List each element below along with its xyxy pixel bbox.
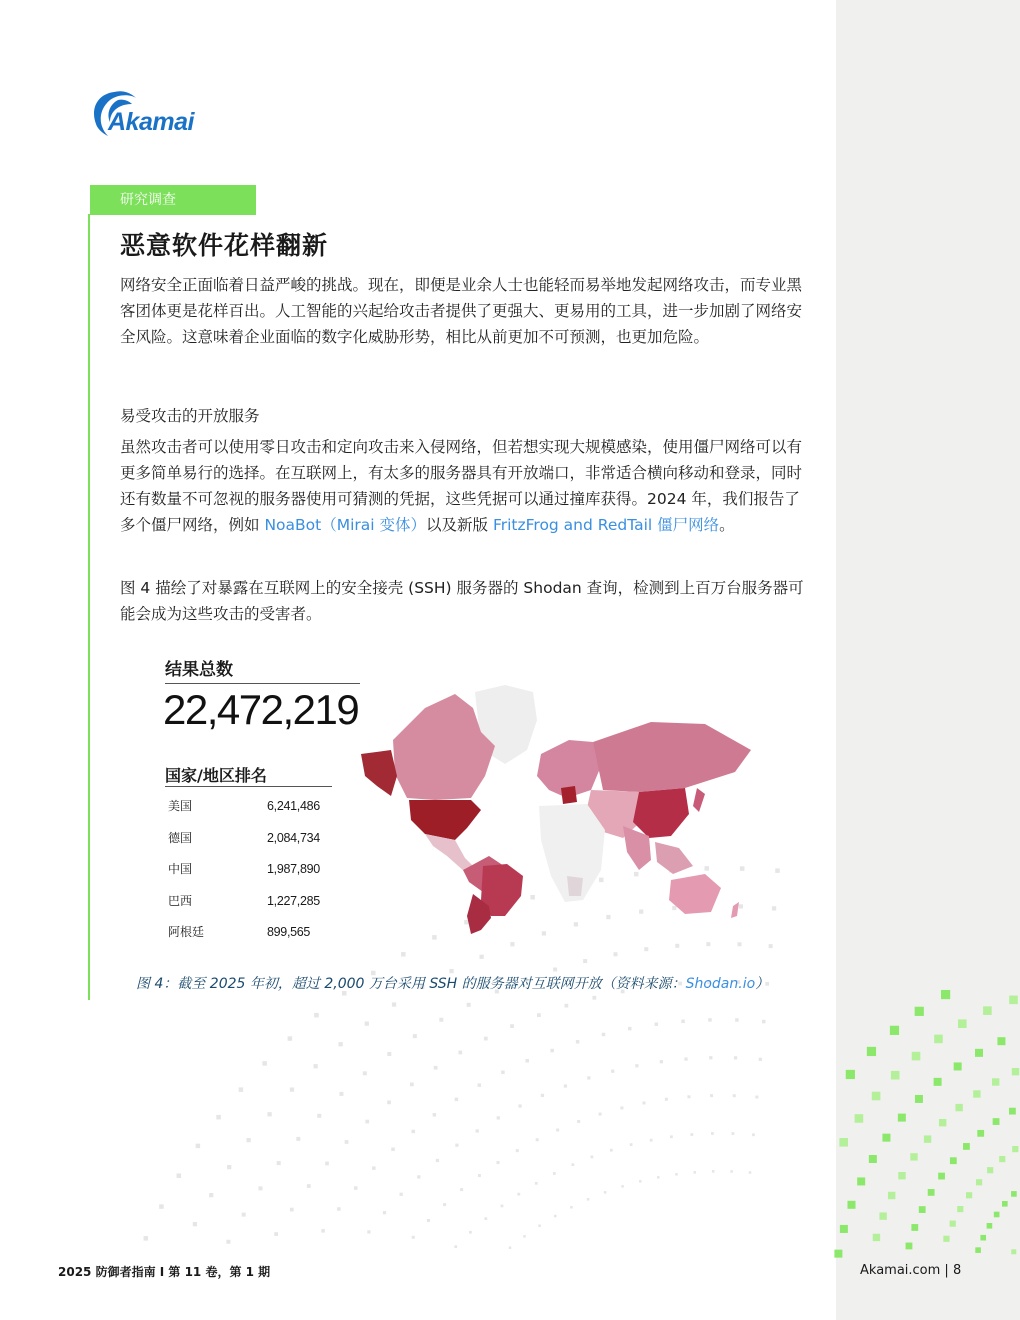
subheading: 易受攻击的开放服务 <box>120 407 260 425</box>
ranking-count: 6,241,486 <box>267 799 320 813</box>
world-map-icon <box>355 680 760 935</box>
body-paragraph <box>120 434 810 538</box>
page-title: 恶意软件花样翻新 <box>120 231 329 260</box>
ranking-title: 国家/地区排名 <box>165 766 267 785</box>
figure-intro-paragraph: 图 4 描绘了对暴露在互联网上的安全接壳 (SSH) 服务器的 Shodan 查询，检测到上百万台服务器可能会成为这些攻击的受害者。 <box>120 579 804 623</box>
total-results-value: 22,472,219 <box>163 686 359 733</box>
caption-text: 图 4：截至 2025 年初，超过 2,000 万台采用 SSH 的服务器对互联网开放（资料来源： <box>136 976 686 992</box>
divider <box>165 683 360 684</box>
logo-wordmark: Akamai <box>108 108 194 136</box>
total-results-label: 结果总数 <box>165 660 233 680</box>
ranking-row <box>168 918 348 950</box>
intro-paragraph: 网络安全正面临着日益严峻的挑战。现在，即便是业余人士也能轻而易举地发起网络攻击，而专业黑客团体更是花样百出。人工智能的兴起给攻击者提供了更强大、更易用的工具，进一步加剧了网络安全风险。这意味着企业面临的数字化威胁形势，相比从前更加不可预测，也更加危险。 <box>120 276 803 346</box>
ranking-country: 中国 <box>168 862 193 877</box>
footer-publication: 2025 防御者指南 I 第 11 卷，第 1 期 <box>58 1265 271 1279</box>
ranking-country: 美国 <box>168 799 193 813</box>
ranking-count: 1,227,285 <box>267 893 320 908</box>
divider <box>165 786 332 787</box>
footer-page-info: Akamai.com | 8 <box>860 1263 962 1278</box>
accent-vertical-bar <box>88 214 90 1000</box>
fritzfrog-link[interactable]: FritzFrog and RedTail 僵尸网络 <box>492 516 720 534</box>
ranking-list <box>168 792 348 950</box>
body-text-end: 。 <box>719 516 735 534</box>
ranking-row <box>168 887 348 919</box>
section-tag: 研究调查 <box>90 185 256 215</box>
caption-suffix: ） <box>755 976 770 992</box>
shodan-link[interactable]: Shodan.io <box>685 976 756 992</box>
figure-caption <box>136 973 769 993</box>
body-text: 虽然攻击者可以使用零日攻击和定向攻击来入侵网络，但若想实现大规模感染，使用僵尸网络可以有更多简单易行的选择。在互联网上，有太多的服务器具有开放端口，非常适合横向移动和登录，同时还有数量不可忽视的服务器使用可猜测的凭据，这些凭据可以通过撞库获得。2024 年，我们报告了多个僵尸网络，例如 <box>120 438 803 534</box>
ranking-row <box>168 855 348 887</box>
ranking-country: 巴西 <box>168 893 193 908</box>
ranking-count: 1,987,890 <box>267 862 320 877</box>
ranking-country: 阿根廷 <box>168 925 205 940</box>
ranking-count: 2,084,734 <box>267 830 320 845</box>
ranking-country: 德国 <box>168 830 193 845</box>
ranking-row <box>168 792 348 824</box>
body-text-middle: 以及新版 <box>426 516 493 534</box>
ranking-row <box>168 824 348 856</box>
ranking-count: 899,565 <box>267 925 311 940</box>
noabot-link[interactable]: NoaBot（Mirai 变体） <box>264 516 426 534</box>
